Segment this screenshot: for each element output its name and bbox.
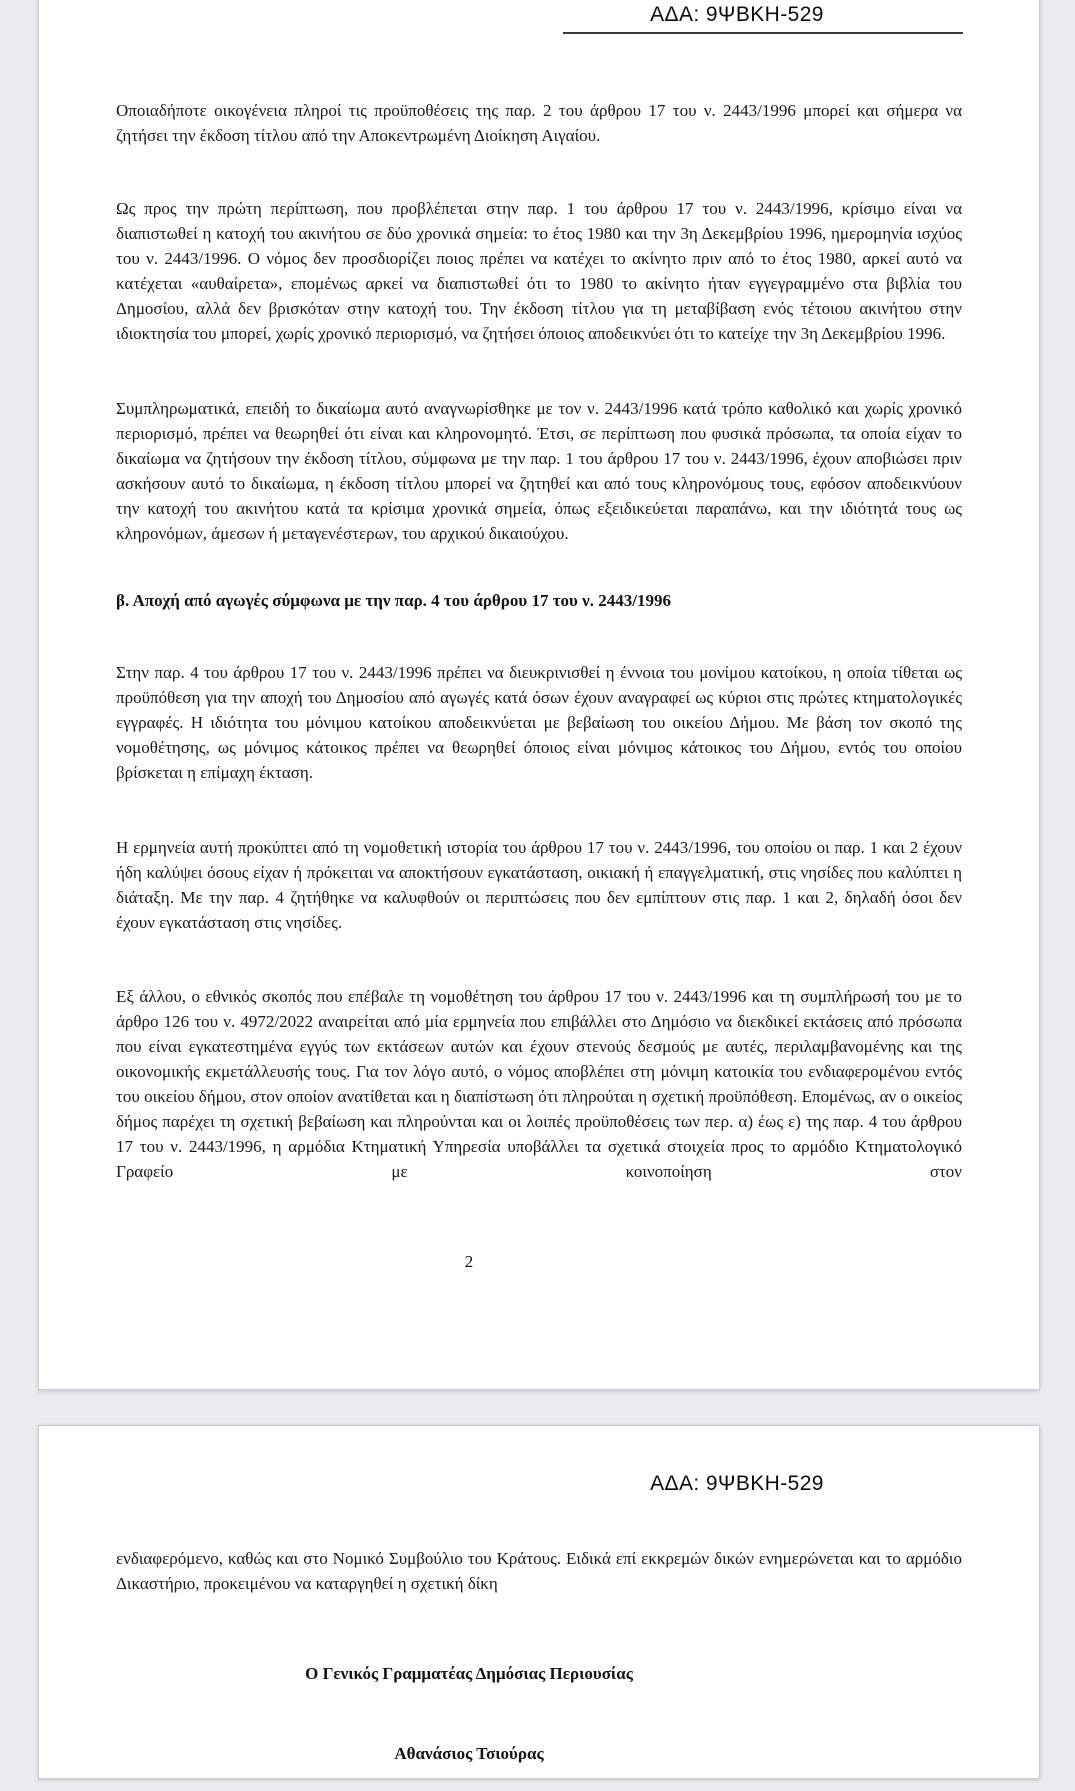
document-page-1 <box>38 0 1040 1390</box>
paragraph-6: Εξ άλλου, ο εθνικός σκοπός που επέβαλε τη νομοθέτηση του άρθρου 17 του ν. 2443/1996 και τη συμπλήρωσή του με το άρθρο 126 του ν. 4972/2022 αναιρείται από μία ερμηνεία που επιβάλλει στο Δημόσιο να διεκδικεί εκτάσεις από πρόσωπα που είναι εγκατεστημένα εγγύς των εκτάσεων αυτών και έχουν στενούς δεσμούς με αυτές, περιλαμβανομένης και της οικονομικής εκμετάλλευσής τους. Για τον λόγο αυτό, ο νόμος αποβλέπει στη μόνιμη κατοικία του ενδιαφερομένου εντός του οικείου δήμου, στον οποίον ανατίθεται και η διαπίστωση ότι πληρούται η σχετική προϋπόθεση. Επομένως, αν ο οικείος δήμος παρέχει τη σχετική βεβαίωση και πληρούνται και οι λοιπές προϋποθέσεις των περ. α) έως ε) της παρ. 4 του άρθρου 17 του ν. 2443/1996, η αρμόδια Κτηματική Υπηρεσία υποβάλλει τα σχετικά στοιχεία προς το αρμόδιο Κτηματολογικό Γραφείο με κοινοποίηση στον <box>116 987 962 1181</box>
ada-stamp <box>563 1472 963 1496</box>
signatory-name: Αθανάσιος Τσιούρας <box>394 1744 544 1763</box>
ada-code: ΑΔΑ: 9ΨΒΚΗ-529 <box>650 1472 824 1495</box>
ada-code: ΑΔΑ: 9ΨΒΚΗ-529 <box>650 3 824 26</box>
paragraph-1: Οποιαδήποτε οικογένεια πληροί τις προϋποθέσεις της παρ. 2 του άρθρου 17 του ν. 2443/1996 μπορεί και σήμερα να ζητήσει την έκδοση τίτλου από την Αποκεντρωμένη Διοίκηση Αιγαίου. <box>116 101 962 145</box>
paragraph-2: Ως προς την πρώτη περίπτωση, που προβλέπεται στην παρ. 1 του άρθρου 17 του ν. 2443/1996, κρίσιμο είναι να διαπιστωθεί η κατοχή του ακινήτου σε δύο χρονικά σημεία: το έτος 1980 και την 3η Δεκεμβρίου 1996, ημερομηνία ισχύος του ν. 2443/1996. Ο νόμος δεν προσδιορίζει ποιος πρέπει να κατέχει το ακίνητο πριν από το έτος 1980, αρκεί αυτό να κατέχεται «αυθαίρετα», επομένως αρκεί να διαπιστωθεί ότι το 1980 το ακίνητο ήταν εγγεγραμμένο στα βιβλία του Δημοσίου, αλλά δεν βρισκόταν στην κατοχή του. Την έκδοση τίτλου για τη μεταβίβαση ενός τέτοιου ακινήτου στην ιδιοκτησία του μπορεί, χωρίς χρονικό περιορισμό, να ζητήσει όποιος αποδεικνύει ότι το κατείχε την 3η Δεκεμβρίου 1996. <box>116 199 962 343</box>
paragraph-5: Η ερμηνεία αυτή προκύπτει από τη νομοθετική ιστορία του άρθρου 17 του ν. 2443/1996, του οποίου οι παρ. 1 και 2 έχουν ήδη καλύψει όσους είχαν ή πρόκειται να αποκτήσουν εγκατάσταση, οικιακή ή επαγγελματική, στις νησίδες που καλύπτει η διάταξη. Με την παρ. 4 ζητήθηκε να καλυφθούν οι περιπτώσεις που δεν εμπίπτουν στις παρ. 1 και 2, δηλαδή όσοι δεν έχουν εγκατάσταση στις νησίδες. <box>116 838 962 932</box>
paragraph-continued: ενδιαφερόμενο, καθώς και στο Νομικό Συμβούλιο του Κράτους. Ειδικά επί εκκρεμών δικών ενημερώνεται και το αρμόδιο Δικαστήριο, προκειμένου να καταργηθεί η σχετική δίκη <box>116 1549 962 1593</box>
paragraph-3: Συμπληρωματικά, επειδή το δικαίωμα αυτό αναγνωρίσθηκε με τον ν. 2443/1996 κατά τρόπο καθολικό και χωρίς χρονικό περιορισμό, πρέπει να θεωρηθεί ότι είναι και κληρονομητό. Έτσι, σε περίπτωση που φυσικά πρόσωπα, τα οποία είχαν το δικαίωμα να ζητήσουν την έκδοση τίτλου, σύμφωνα με την παρ. 1 του άρθρου 17 του ν. 2443/1996, έχουν αποβιώσει πριν ασκήσουν αυτό το δικαίωμα, η έκδοση τίτλου μπορεί να ζητηθεί και από τους κληρονόμους τους, εφόσον αποδεικνύουν την κατοχή του ακινήτου κατά τα κρίσιμα χρονικά σημεία, όπως εξειδικεύεται παραπάνω, και την ιδιότητά τους ως κληρονόμων, άμεσων ή μεταγενέστερων, του αρχικού δικαιούχου. <box>116 399 962 543</box>
signatory-title: Ο Γενικός Γραμματέας Δημόσιας Περιουσίας <box>305 1664 633 1683</box>
ada-stamp <box>563 3 963 34</box>
page-number: 2 <box>464 1252 474 1271</box>
document-page-2 <box>38 1425 1040 1779</box>
section-b-heading: β. Αποχή από αγωγές σύμφωνα με την παρ. 4 του άρθρου 17 του ν. 2443/1996 <box>116 591 671 610</box>
paragraph-4: Στην παρ. 4 του άρθρου 17 του ν. 2443/1996 πρέπει να διευκρινισθεί η έννοια του μονίμου κατοίκου, η οποία τίθεται ως προϋπόθεση για την αποχή του Δημοσίου από αγωγές κατά όσων έχουν αναγραφεί ως κύριοι στις πρώτες κτηματολογικές εγγραφές. Η ιδιότητα του μόνιμου κατοίκου αποδεικνύεται με βεβαίωση του οικείου Δήμου. Με βάση τον σκοπό της νομοθέτησης, ως μόνιμος κάτοικος πρέπει να θεωρηθεί όποιος είναι μόνιμος κάτοικος του Δήμου, εντός του οποίου βρίσκεται η επίμαχη έκταση. <box>116 663 962 782</box>
signature-block <box>0 1661 969 1766</box>
